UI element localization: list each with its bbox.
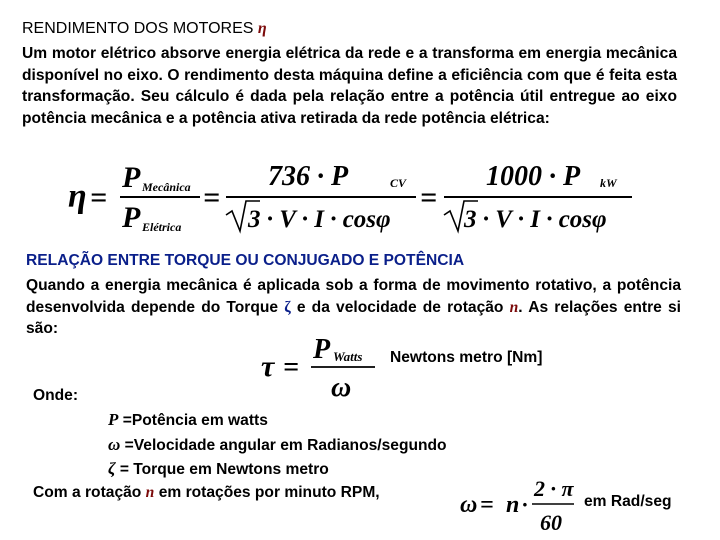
omega-equals: = — [480, 492, 494, 518]
formula-equals-1: = — [90, 181, 108, 214]
omega-den: 60 — [540, 510, 562, 535]
rotation-text-after: em rotações por minuto RPM, — [158, 484, 380, 501]
torque-num-sub: Watts — [333, 349, 363, 364]
def-symbol-p: P — [108, 410, 119, 429]
f3-den: 3 · V · I · cosφ — [464, 206, 607, 233]
onde-label: Onde: — [33, 387, 79, 404]
omega-num: 2 · π — [534, 476, 574, 501]
definition-row — [108, 410, 268, 430]
omega-n: n — [506, 492, 520, 518]
torque-den: ω — [331, 372, 352, 402]
torque-unit: Newtons metro [Nm] — [390, 349, 543, 366]
omega-lhs: ω — [460, 492, 478, 518]
rotation-text-before: Com a rotação — [33, 484, 142, 501]
zeta-symbol: ζ — [284, 298, 291, 316]
section-title-torque-power: RELAÇÃO ENTRE TORQUE OU CONJUGADO E POTÊNCIA — [26, 252, 465, 269]
omega-formula — [456, 472, 584, 536]
rotation-n: n — [145, 484, 155, 501]
torque-num-P: P — [313, 334, 331, 365]
f1-num-sub: Mecânica — [142, 180, 191, 194]
eta-symbol: η — [257, 20, 267, 37]
efficiency-formula — [60, 155, 680, 237]
definition-row — [108, 459, 329, 479]
formula-equals-2: = — [203, 181, 221, 214]
n-symbol: n — [509, 298, 519, 316]
definition-row — [108, 435, 447, 455]
p2-text-middle: e da velocidade de rotação — [296, 298, 504, 316]
formula-equals-3: = — [420, 181, 438, 214]
f2-num-sub: CV — [390, 176, 407, 190]
rotation-line — [33, 484, 380, 502]
p2-period: . — [518, 298, 523, 316]
f2-num: 736 · P — [268, 161, 349, 192]
formula-eta: η — [68, 178, 87, 215]
section-title-efficiency — [22, 20, 267, 38]
def-text-zeta: = Torque em Newtons metro — [119, 461, 329, 478]
def-symbol-omega: ω — [108, 435, 121, 454]
f2-den: 3 · V · I · cosφ — [248, 206, 391, 233]
paragraph-efficiency: Um motor elétrico absorve energia elétrica da rede e a transforma em energia mecânica disponível no eixo. O rendimento desta máquina define a eficiência com que é feita esta transformação. Seu cálculo é dada pela relação entre a potência útil entregue ao eixo potência mecânica e a potência ativa retirada da rede potência elétrica: — [22, 45, 677, 127]
f3-num-sub: kW — [600, 176, 617, 190]
f1-den-P: P — [122, 201, 141, 234]
def-text-p: =Potência em watts — [122, 412, 268, 429]
p2-text-start: Quando a energia mecânica é aplicada sob a forma de movimento rotativo, a potência desenvolvida depende do Torque — [26, 277, 681, 316]
section-title-text: RENDIMENTO DOS MOTORES — [22, 20, 254, 37]
f1-den-sub: Elétrica — [142, 220, 182, 234]
torque-equals: = — [283, 352, 299, 383]
torque-formula — [255, 330, 385, 402]
f3-num: 1000 · P — [486, 161, 581, 192]
def-text-omega: =Velocidade angular em Radianos/segundo — [124, 437, 447, 454]
f1-num-P: P — [122, 161, 141, 194]
p2-last-line: As relações entre si são: — [26, 298, 681, 337]
def-symbol-zeta: ζ — [108, 459, 116, 478]
omega-unit: em Rad/seg — [584, 493, 672, 510]
torque-tau: τ — [261, 350, 275, 383]
omega-dot: · — [522, 492, 528, 517]
